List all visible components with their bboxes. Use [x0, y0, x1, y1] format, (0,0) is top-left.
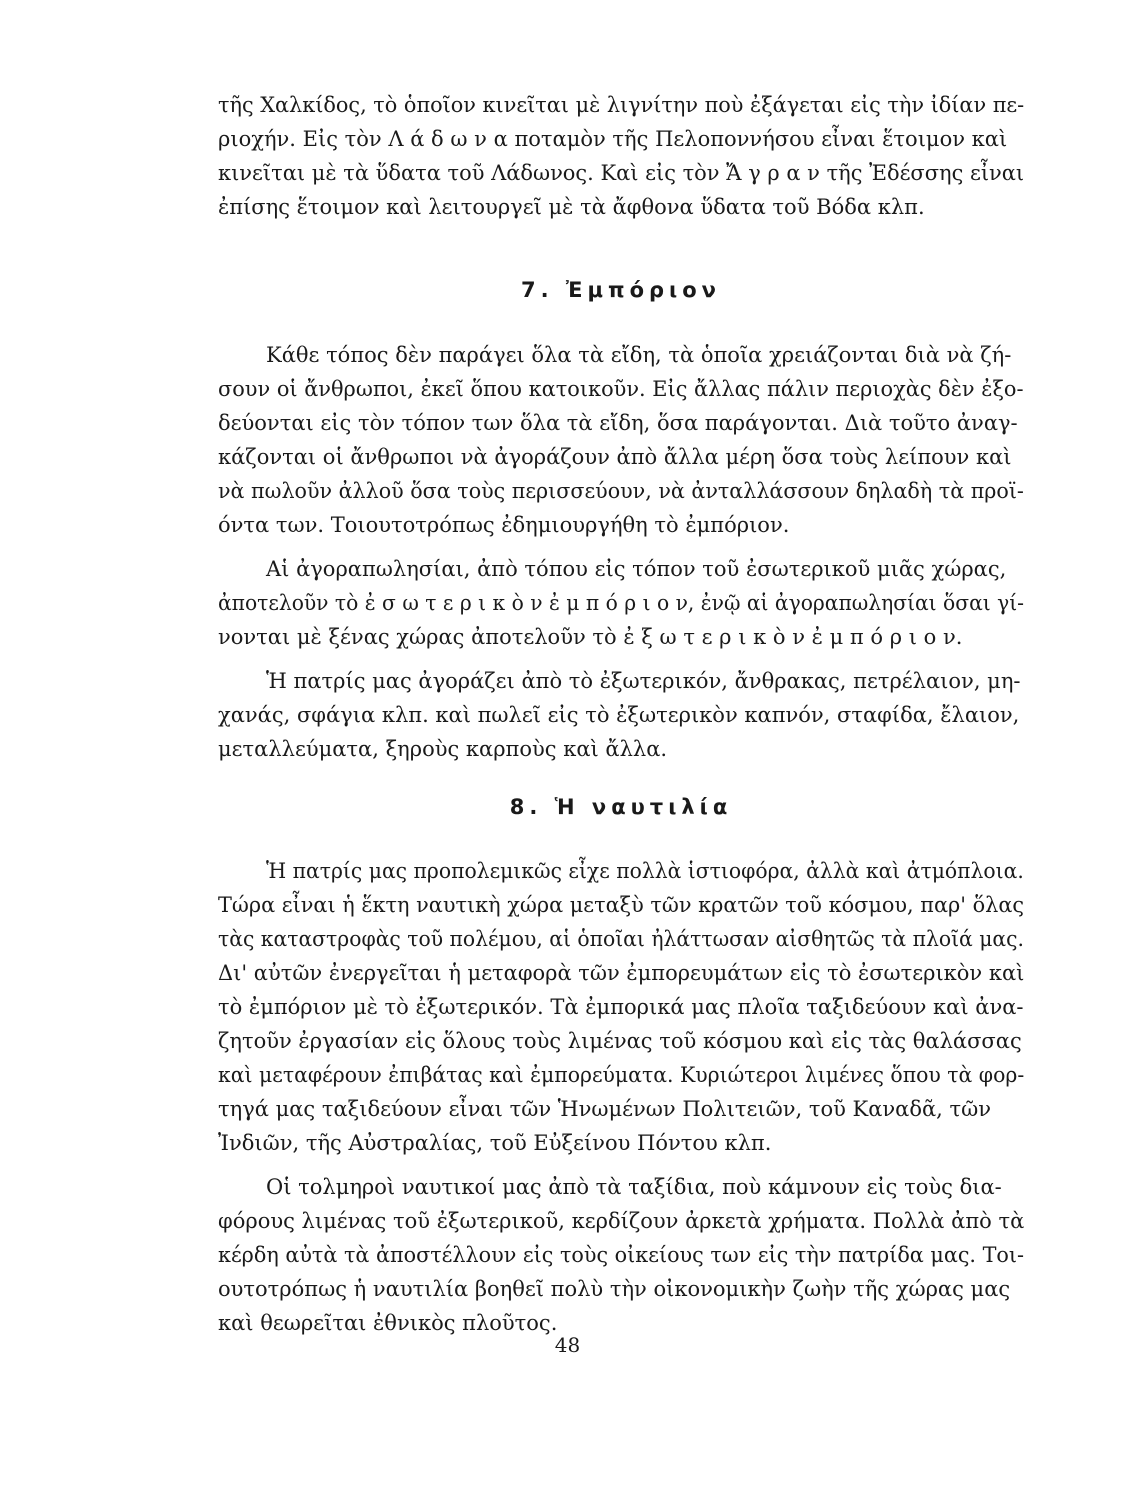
text-line: Αἱ ἀγοραπωλησίαι, ἀπὸ τόπου εἰς τόπον τοῦ ἐσωτερικοῦ μιᾶς χώρας,: [266, 557, 1007, 581]
text-line: καὶ θεωρεῖται ἐθνικὸς πλοῦτος.: [218, 1311, 558, 1335]
text-line: Ἡ πατρίς μας προπολεμικῶς εἶχε πολλὰ ἱστιοφόρα, ἀλλὰ καὶ ἀτμόπλοια.: [266, 859, 1024, 883]
text-line: Ἰνδιῶν, τῆς Αὐστραλίας, τοῦ Εὐξείνου Πόντου κλπ.: [218, 1131, 772, 1155]
section-heading-commerce: 7. Ἐμπόριον: [521, 278, 721, 302]
text-line: τῆς Χαλκίδος, τὸ ὁποῖον κινεῖται μὲ λιγνίτην ποὺ ἐξάγεται εἰς τὴν ἰδίαν πε-: [218, 93, 1025, 117]
paragraph: [218, 1170, 1024, 1340]
text-line: όντα των. Τοιουτοτρόπως ἐδημιουργήθη τὸ ἐμπόριον.: [218, 513, 790, 537]
text-line: καὶ μεταφέρουν ἐπιβάτας καὶ ἐμπορεύματα. Κυριώτεροι λιμένες ὅπου τὰ φορ-: [218, 1063, 1025, 1087]
text-line: Δι' αὐτῶν ἐνεργεῖται ἡ μεταφορὰ τῶν ἐμπορευμάτων εἰς τὸ ἐσωτερικὸν καὶ: [218, 961, 1025, 985]
paragraph: [218, 854, 1024, 1160]
text-line: ζητοῦν ἐργασίαν εἰς ὅλους τοὺς λιμένας τοῦ κόσμου καὶ εἰς τὰς θαλάσσας: [218, 1029, 1022, 1053]
paragraph: [218, 338, 1024, 542]
page-number: 48: [554, 1333, 581, 1357]
text-line: Οἱ τολμηροὶ ναυτικοί μας ἀπὸ τὰ ταξίδια, ποὺ κάμνουν εἰς τοὺς δια-: [266, 1175, 1002, 1199]
text-line: ἀποτελοῦν τὸ ἐ σ ω τ ε ρ ι κ ὸ ν ἐ μ π ό ρ ι ο ν, ἐνῷ αἱ ἀγοραπωλησίαι ὅσαι γί-: [218, 591, 1024, 615]
top-paragraph: [218, 88, 1024, 224]
text-line: Ἡ πατρίς μας ἀγοράζει ἀπὸ τὸ ἐξωτερικόν, ἄνθρακας, πετρέλαιον, μη-: [266, 669, 1021, 693]
text-line: ριοχήν. Εἰς τὸν Λ ά δ ω ν α ποταμὸν τῆς Πελοποννήσου εἶναι ἕτοιμον καὶ: [218, 127, 1008, 151]
text-line: σουν οἱ ἄνθρωποι, ἐκεῖ ὅπου κατοικοῦν. Εἰς ἄλλας πάλιν περιοχὰς δὲν ἐξο-: [218, 377, 1024, 401]
text-line: κέρδη αὐτὰ τὰ ἀποστέλλουν εἰς τοὺς οἰκείους των εἰς τὴν πατρίδα μας. Τοι-: [218, 1243, 1025, 1267]
text-line: Τώρα εἶναι ἡ ἕκτη ναυτικὴ χώρα μεταξὺ τῶν κρατῶν τοῦ κόσμου, παρ' ὅλας: [218, 893, 1025, 917]
section-heading-shipping: 8. Ἡ ναυτιλία: [509, 795, 733, 819]
text-line: χανάς, σφάγια κλπ. καὶ πωλεῖ εἰς τὸ ἐξωτερικὸν καπνόν, σταφίδα, ἔλαιον,: [218, 703, 1020, 727]
text-line: κάζονται οἱ ἄνθρωποι νὰ ἀγοράζουν ἀπὸ ἄλλα μέρη ὅσα τοὺς λείπουν καὶ: [218, 445, 1012, 469]
text-line: τηγά μας ταξιδεύουν εἶναι τῶν Ἡνωμένων Πολιτειῶν, τοῦ Καναδᾶ, τῶν: [218, 1097, 992, 1121]
text-line: φόρους λιμένας τοῦ ἐξωτερικοῦ, κερδίζουν ἀρκετὰ χρήματα. Πολλὰ ἀπὸ τὰ: [218, 1209, 1025, 1233]
text-line: δεύονται εἰς τὸν τόπον των ὅλα τὰ εἴδη, ὅσα παράγονται. Διὰ τοῦτο ἀναγ-: [218, 411, 1018, 435]
text-line: ουτοτρόπως ἡ ναυτιλία βοηθεῖ πολὺ τὴν οἰκονομικὴν ζωὴν τῆς χώρας μας: [218, 1277, 1011, 1301]
text-line: μεταλλεύματα, ξηροὺς καρποὺς καὶ ἄλλα.: [218, 737, 668, 761]
text-line: ἐπίσης ἕτοιμον καὶ λειτουργεῖ μὲ τὰ ἄφθονα ὕδατα τοῦ Βόδα κλπ.: [218, 195, 925, 219]
paragraph: [218, 552, 1024, 654]
text-line: νὰ πωλοῦν ἀλλοῦ ὅσα τοὺς περισσεύουν, νὰ ἀνταλλάσσουν δηλαδὴ τὰ προϊ-: [218, 479, 1024, 503]
text-line: τὸ ἐμπόριον μὲ τὸ ἐξωτερικόν. Τὰ ἐμπορικά μας πλοῖα ταξιδεύουν καὶ ἀνα-: [218, 995, 1024, 1019]
section-shipping-body: [218, 854, 1024, 1340]
section-commerce-body: [218, 338, 1024, 766]
paragraph: [218, 664, 1024, 766]
text-line: Κάθε τόπος δὲν παράγει ὅλα τὰ εἴδη, τὰ ὁποῖα χρειάζονται διὰ νὰ ζή-: [266, 343, 1012, 367]
text-line: νονται μὲ ξένας χώρας ἀποτελοῦν τὸ ἐ ξ ω τ ε ρ ι κ ὸ ν ἐ μ π ό ρ ι ο ν.: [218, 625, 963, 649]
text-line: τὰς καταστροφὰς τοῦ πολέμου, αἱ ὁποῖαι ἠλάττωσαν αἰσθητῶς τὰ πλοῖά μας.: [218, 927, 1024, 951]
text-line: κινεῖται μὲ τὰ ὕδατα τοῦ Λάδωνος. Καὶ εἰς τὸν Ἄ γ ρ α ν τῆς Ἐδέσσης εἶναι: [218, 161, 1025, 185]
